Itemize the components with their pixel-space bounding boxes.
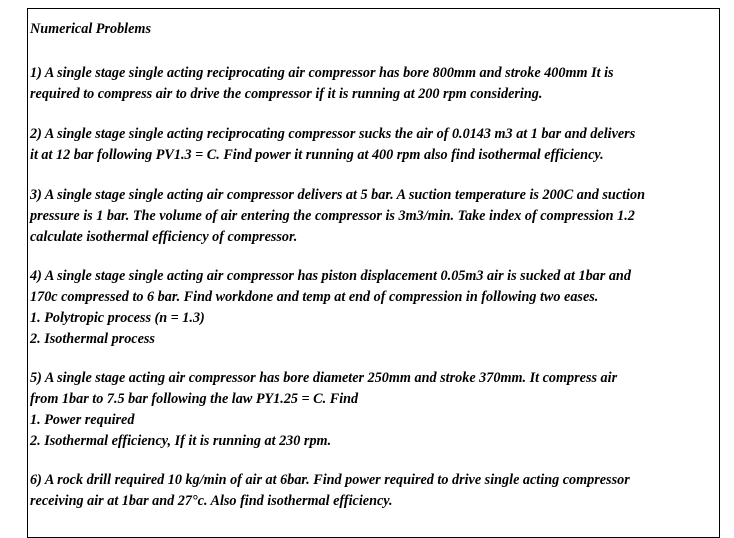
problem-2-line-1: 2) A single stage single acting reciprocating compressor sucks the air of 0.0143 m3 at 1 bar and delivers [30,126,636,142]
problem-1-line-1: 1) A single stage single acting reciprocating air compressor has bore 800mm and stroke 400mm It is [30,65,614,81]
problem-4-line-3: 1. Polytropic process (n = 1.3) [30,310,205,326]
problem-5-line-2: from 1bar to 7.5 bar following the law PY1.25 = C. Find [30,391,359,407]
problem-5-line-1: 5) A single stage acting air compressor has bore diameter 250mm and stroke 370mm. It compress air [30,370,618,386]
page-title: Numerical Problems [30,21,151,37]
problem-5-line-3: 1. Power required [30,412,135,428]
problem-6-line-2: receiving air at 1bar and 27°c. Also find isothermal efficiency. [30,493,393,509]
problem-4-line-1: 4) A single stage single acting air compressor has piston displacement 0.05m3 air is sucked at 1bar and [30,268,631,284]
problem-6 [30,470,720,512]
problem-4-line-2: 170c compressed to 6 bar. Find workdone and temp at end of compression in following two eases. [30,289,599,305]
problem-3-line-2: pressure is 1 bar. The volume of air entering the compressor is 3m3/min. Take index of compression 1.2 [30,208,635,224]
problem-3-line-1: 3) A single stage single acting air compressor delivers at 5 bar. A suction temperature is 200C and suction [30,187,645,203]
problem-6-line-1: 6) A rock drill required 10 kg/min of air at 6bar. Find power required to drive single acting compressor [30,472,630,488]
problem-5 [30,368,720,452]
problem-5-line-4: 2. Isothermal efficiency, If it is running at 230 rpm. [30,433,332,449]
problem-2 [30,124,720,166]
problem-4 [30,266,720,350]
problem-1 [30,63,720,105]
problem-3-line-3: calculate isothermal efficiency of compressor. [30,229,298,245]
problem-3 [30,185,720,248]
problem-4-line-4: 2. Isothermal process [30,331,155,347]
problem-2-line-2: it at 12 bar following PV1.3 = C. Find power it running at 400 rpm also find isothermal efficiency. [30,147,604,163]
problem-1-line-2: required to compress air to drive the compressor if it is running at 200 rpm considering. [30,86,543,102]
